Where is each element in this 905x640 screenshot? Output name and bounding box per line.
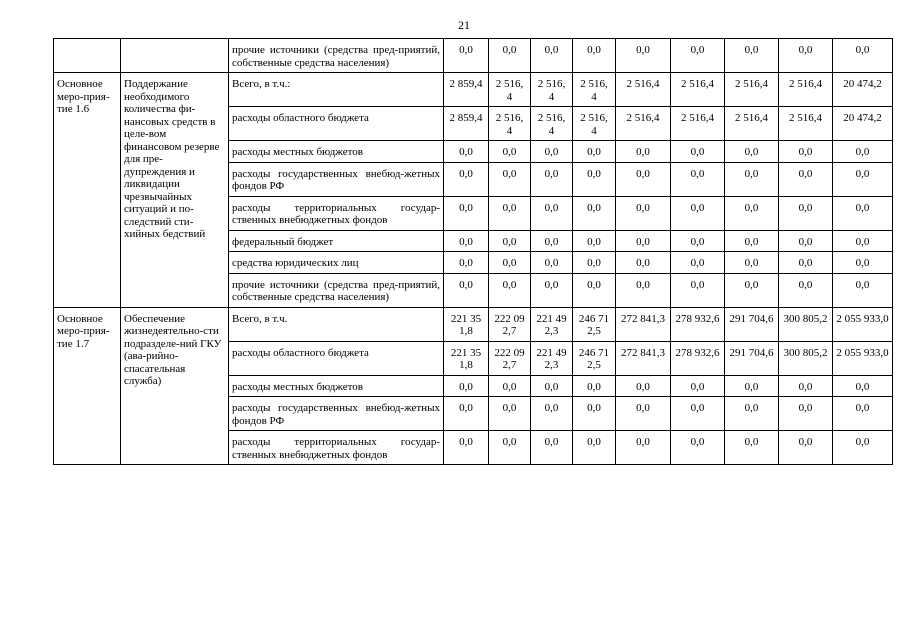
cell-value: 2 516,4 [681, 78, 714, 90]
cell-value: 0,0 [459, 257, 473, 269]
cell-value: 0,0 [544, 146, 559, 158]
cell-value: 0,0 [636, 167, 650, 180]
cell-value: 0,0 [544, 436, 559, 448]
funding-source-cell: расходы государственных внебюд-жетных фондов РФ [229, 162, 444, 196]
cell-value: 0,0 [690, 235, 705, 248]
cell-value: 2 055 933,0 [836, 312, 889, 325]
value-cell [671, 230, 725, 252]
value-cell [573, 162, 616, 196]
cell-value: 0,0 [798, 44, 813, 56]
cell-value: 0,0 [744, 380, 759, 393]
cell-value: 0,0 [690, 167, 705, 180]
cell-value: 0,0 [502, 402, 517, 414]
cell-value: 2 516, 4 [580, 112, 608, 137]
value-cell [489, 397, 531, 431]
funding-source-cell: прочие источники (средства пред-приятий, собственные средства населения) [229, 39, 444, 73]
table-row [54, 307, 893, 341]
cell-value: 0,0 [587, 380, 601, 393]
value-cell [444, 397, 489, 431]
value-cell [671, 375, 725, 397]
cell-value: 2 516,4 [626, 112, 660, 124]
cell-value: 0,0 [502, 257, 517, 269]
cell-value: 0,0 [587, 167, 601, 180]
cell-value: 0,0 [636, 257, 650, 269]
cell-value: 0,0 [855, 167, 870, 180]
cell-value: 0,0 [798, 436, 813, 448]
value-cell [444, 73, 489, 107]
cell-value: 2 516, 4 [537, 78, 566, 103]
cell-value: 291 704,6 [729, 312, 774, 325]
value-cell [671, 252, 725, 274]
cell-value: 0,0 [798, 146, 813, 158]
value-cell [444, 230, 489, 252]
cell-value: 0,0 [744, 201, 759, 214]
cell-value: 0,0 [502, 44, 517, 56]
value-cell [779, 431, 833, 465]
cell-value: 0,0 [690, 278, 705, 291]
value-cell [616, 39, 671, 73]
cell-value: 0,0 [744, 146, 759, 158]
value-cell [616, 341, 671, 375]
funding-source-cell: Всего, в т.ч. [229, 307, 444, 341]
value-cell [489, 341, 531, 375]
value-cell [573, 375, 616, 397]
cell-value: 0,0 [855, 146, 870, 158]
cell-value: 0,0 [502, 201, 517, 214]
value-cell [444, 141, 489, 163]
value-cell [725, 141, 779, 163]
value-cell [725, 162, 779, 196]
cell-value: 2 516,4 [626, 78, 660, 90]
value-cell [531, 273, 573, 307]
value-cell [671, 273, 725, 307]
value-cell [489, 141, 531, 163]
cell-value: 0,0 [855, 201, 870, 214]
value-cell [833, 230, 893, 252]
value-cell [531, 162, 573, 196]
cell-value: 221 351,8 [450, 346, 482, 371]
funding-source-cell: расходы территориальных государ-ственных внебюджетных фондов [229, 196, 444, 230]
value-cell [573, 273, 616, 307]
value-cell [531, 375, 573, 397]
value-cell [489, 107, 531, 141]
cell-value: 0,0 [690, 402, 705, 414]
value-cell [444, 252, 489, 274]
value-cell [779, 375, 833, 397]
value-cell [671, 196, 725, 230]
value-cell [779, 307, 833, 341]
value-cell [444, 107, 489, 141]
value-cell [671, 397, 725, 431]
value-cell [616, 273, 671, 307]
cell-value: 0,0 [636, 235, 650, 248]
funding-source-cell: расходы государственных внебюд-жетных фондов РФ [229, 397, 444, 431]
value-cell [779, 39, 833, 73]
cell-value: 0,0 [855, 380, 870, 393]
value-cell [616, 230, 671, 252]
cell-value: 2 516,4 [789, 112, 822, 124]
value-cell [833, 107, 893, 141]
funding-source-cell: расходы областного бюджета [229, 341, 444, 375]
value-cell [833, 252, 893, 274]
cell-value: 20 474,2 [843, 112, 882, 124]
value-cell [489, 252, 531, 274]
value-cell [489, 307, 531, 341]
measure-cell: Основное меро-прия-тие 1.6 [54, 73, 121, 308]
cell-value: 0,0 [587, 235, 601, 248]
value-cell [489, 375, 531, 397]
value-cell [725, 307, 779, 341]
value-cell [779, 107, 833, 141]
value-cell [444, 307, 489, 341]
value-cell [573, 397, 616, 431]
value-cell [444, 273, 489, 307]
value-cell [616, 141, 671, 163]
cell-value: 0,0 [459, 380, 473, 393]
value-cell [833, 39, 893, 73]
value-cell [725, 431, 779, 465]
value-cell [779, 162, 833, 196]
value-cell [725, 39, 779, 73]
cell-value: 0,0 [502, 167, 517, 180]
cell-value: 2 516, 4 [495, 78, 524, 103]
value-cell [725, 375, 779, 397]
cell-value: 2 516, 4 [495, 112, 524, 137]
value-cell [779, 196, 833, 230]
description-cell: Поддержание необходимого количества фи-нансовых средств в целе-вом финансовом резерве для пре-дупреждения и ликвидации чрезвычайных ситуаций и по-следствий сти-хийных бедствий [121, 73, 229, 308]
value-cell [531, 73, 573, 107]
cell-value: 0,0 [744, 235, 759, 248]
cell-value: 272 841,3 [621, 346, 665, 359]
value-cell [444, 375, 489, 397]
cell-value: 278 932,6 [675, 346, 720, 359]
cell-value: 0,0 [690, 44, 705, 56]
funding-source-cell: расходы местных бюджетов [229, 375, 444, 397]
cell-value: 0,0 [544, 167, 559, 180]
cell-value: 0,0 [855, 44, 870, 56]
value-cell [671, 431, 725, 465]
cell-value: 0,0 [636, 201, 650, 214]
value-cell [671, 307, 725, 341]
measure-cell: Основное меро-прия-тие 1.7 [54, 307, 121, 465]
cell-value: 0,0 [798, 402, 813, 414]
funding-source-cell: Всего, в т.ч.: [229, 73, 444, 107]
table-row [54, 73, 893, 107]
value-cell [833, 73, 893, 107]
cell-value: 0,0 [459, 278, 473, 291]
cell-value: 0,0 [636, 436, 650, 448]
value-cell [725, 273, 779, 307]
funding-source-cell: расходы местных бюджетов [229, 141, 444, 163]
value-cell [531, 230, 573, 252]
cell-value: 0,0 [587, 257, 601, 269]
cell-value: 2 516,4 [735, 112, 768, 124]
cell-value: 0,0 [636, 380, 650, 393]
funding-table [53, 38, 893, 465]
value-cell [444, 162, 489, 196]
value-cell [616, 73, 671, 107]
cell-value: 0,0 [587, 44, 601, 56]
cell-value: 0,0 [744, 257, 759, 269]
funding-source-cell: федеральный бюджет [229, 230, 444, 252]
value-cell [671, 162, 725, 196]
value-cell [671, 341, 725, 375]
value-cell [531, 141, 573, 163]
value-cell [489, 196, 531, 230]
value-cell [489, 273, 531, 307]
cell-value: 2 516,4 [735, 78, 768, 90]
value-cell [531, 107, 573, 141]
cell-value: 246 712,5 [578, 312, 610, 337]
value-cell [616, 107, 671, 141]
cell-value: 0,0 [459, 402, 473, 414]
value-cell [573, 196, 616, 230]
cell-value: 0,0 [798, 380, 813, 393]
cell-value: 0,0 [502, 235, 517, 248]
value-cell [725, 230, 779, 252]
value-cell [725, 397, 779, 431]
cell-value: 0,0 [544, 201, 559, 214]
value-cell [779, 341, 833, 375]
value-cell [489, 73, 531, 107]
cell-value: 222 092,7 [494, 312, 525, 337]
value-cell [573, 307, 616, 341]
table-body [54, 39, 893, 465]
cell-value: 278 932,6 [675, 312, 720, 325]
value-cell [616, 252, 671, 274]
value-cell [833, 341, 893, 375]
value-cell [616, 397, 671, 431]
cell-value: 0,0 [855, 257, 870, 269]
cell-value: 272 841,3 [621, 312, 665, 325]
value-cell [671, 39, 725, 73]
cell-value: 0,0 [459, 201, 473, 214]
value-cell [573, 107, 616, 141]
cell-value: 2 859,4 [449, 78, 483, 90]
value-cell [833, 141, 893, 163]
value-cell [671, 73, 725, 107]
cell-value: 0,0 [544, 402, 559, 414]
cell-value: 0,0 [502, 146, 517, 158]
value-cell [531, 196, 573, 230]
value-cell [833, 375, 893, 397]
cell-value: 300 805,2 [783, 346, 828, 359]
value-cell [531, 307, 573, 341]
value-cell [671, 107, 725, 141]
cell-value: 0,0 [587, 278, 601, 291]
cell-value: 0,0 [855, 278, 870, 291]
value-cell [779, 230, 833, 252]
value-cell [531, 341, 573, 375]
cell-value: 0,0 [544, 235, 559, 248]
description-cell-empty [121, 39, 229, 73]
value-cell [725, 252, 779, 274]
cell-value: 0,0 [798, 201, 813, 214]
cell-value: 0,0 [744, 436, 759, 448]
cell-value: 291 704,6 [729, 346, 774, 359]
value-cell [833, 162, 893, 196]
cell-value: 0,0 [502, 380, 517, 393]
cell-value: 0,0 [544, 257, 559, 269]
table-row [54, 39, 893, 73]
cell-value: 0,0 [636, 278, 650, 291]
value-cell [616, 375, 671, 397]
funding-source-cell: средства юридических лиц [229, 252, 444, 274]
funding-source-cell: прочие источники (средства пред-приятий, собственные средства населения) [229, 273, 444, 307]
cell-value: 0,0 [587, 436, 601, 448]
value-cell [573, 39, 616, 73]
value-cell [573, 230, 616, 252]
cell-value: 246 712,5 [578, 346, 610, 371]
cell-value: 0,0 [544, 44, 559, 56]
value-cell [444, 39, 489, 73]
value-cell [779, 141, 833, 163]
cell-value: 0,0 [587, 201, 601, 214]
cell-value: 0,0 [855, 235, 870, 248]
cell-value: 0,0 [798, 278, 813, 291]
value-cell [489, 162, 531, 196]
cell-value: 0,0 [636, 44, 650, 56]
cell-value: 0,0 [744, 167, 759, 180]
cell-value: 0,0 [798, 167, 813, 180]
cell-value: 0,0 [744, 44, 759, 56]
value-cell [725, 73, 779, 107]
cell-value: 0,0 [690, 201, 705, 214]
description-cell: Обеспечение жизнедеятельно-сти подразделе-ний ГКУ (ава-рийно-спасательная служба) [121, 307, 229, 465]
value-cell [444, 341, 489, 375]
cell-value: 0,0 [544, 380, 559, 393]
cell-value: 0,0 [636, 146, 650, 158]
value-cell [489, 39, 531, 73]
cell-value: 0,0 [459, 44, 473, 56]
page-number: 21 [458, 18, 470, 32]
cell-value: 2 859,4 [449, 112, 483, 124]
cell-value: 0,0 [636, 402, 650, 414]
cell-value: 0,0 [459, 436, 473, 448]
value-cell [444, 196, 489, 230]
cell-value: 0,0 [744, 278, 759, 291]
cell-value: 0,0 [690, 436, 705, 448]
value-cell [573, 341, 616, 375]
cell-value: 20 474,2 [843, 78, 882, 90]
value-cell [779, 397, 833, 431]
cell-value: 0,0 [690, 146, 705, 158]
value-cell [489, 230, 531, 252]
value-cell [616, 431, 671, 465]
value-cell [725, 107, 779, 141]
value-cell [671, 141, 725, 163]
value-cell [833, 307, 893, 341]
value-cell [489, 431, 531, 465]
cell-value: 221 351,8 [450, 312, 482, 337]
cell-value: 0,0 [798, 257, 813, 269]
cell-value: 0,0 [502, 278, 517, 291]
value-cell [833, 397, 893, 431]
value-cell [833, 273, 893, 307]
value-cell [779, 252, 833, 274]
cell-value: 0,0 [744, 402, 759, 414]
cell-value: 0,0 [855, 436, 870, 448]
cell-value: 0,0 [459, 146, 473, 158]
value-cell [573, 73, 616, 107]
cell-value: 2 055 933,0 [836, 346, 889, 359]
value-cell [833, 431, 893, 465]
cell-value: 221 492,3 [536, 312, 567, 337]
cell-value: 0,0 [690, 257, 705, 269]
measure-cell-empty [54, 39, 121, 73]
value-cell [616, 162, 671, 196]
cell-value: 300 805,2 [783, 312, 828, 325]
value-cell [573, 431, 616, 465]
cell-value: 0,0 [502, 436, 517, 448]
cell-value: 2 516, 4 [537, 112, 566, 137]
cell-value: 0,0 [459, 167, 473, 180]
cell-value: 221 492,3 [536, 346, 567, 371]
value-cell [573, 141, 616, 163]
value-cell [531, 252, 573, 274]
value-cell [616, 196, 671, 230]
value-cell [573, 252, 616, 274]
cell-value: 2 516, 4 [580, 78, 608, 103]
value-cell [833, 196, 893, 230]
value-cell [444, 431, 489, 465]
cell-value: 0,0 [544, 278, 559, 291]
cell-value: 0,0 [587, 402, 601, 414]
cell-value: 0,0 [587, 146, 601, 158]
cell-value: 0,0 [690, 380, 705, 393]
value-cell [531, 39, 573, 73]
value-cell [779, 73, 833, 107]
cell-value: 0,0 [798, 235, 813, 248]
funding-source-cell: расходы областного бюджета [229, 107, 444, 141]
value-cell [725, 196, 779, 230]
cell-value: 0,0 [855, 402, 870, 414]
value-cell [531, 397, 573, 431]
value-cell [616, 307, 671, 341]
cell-value: 2 516,4 [681, 112, 714, 124]
value-cell [531, 431, 573, 465]
value-cell [725, 341, 779, 375]
cell-value: 0,0 [459, 235, 473, 248]
cell-value: 2 516,4 [789, 78, 822, 90]
cell-value: 222 092,7 [494, 346, 525, 371]
value-cell [779, 273, 833, 307]
funding-source-cell: расходы территориальных государ-ственных внебюджетных фондов [229, 431, 444, 465]
